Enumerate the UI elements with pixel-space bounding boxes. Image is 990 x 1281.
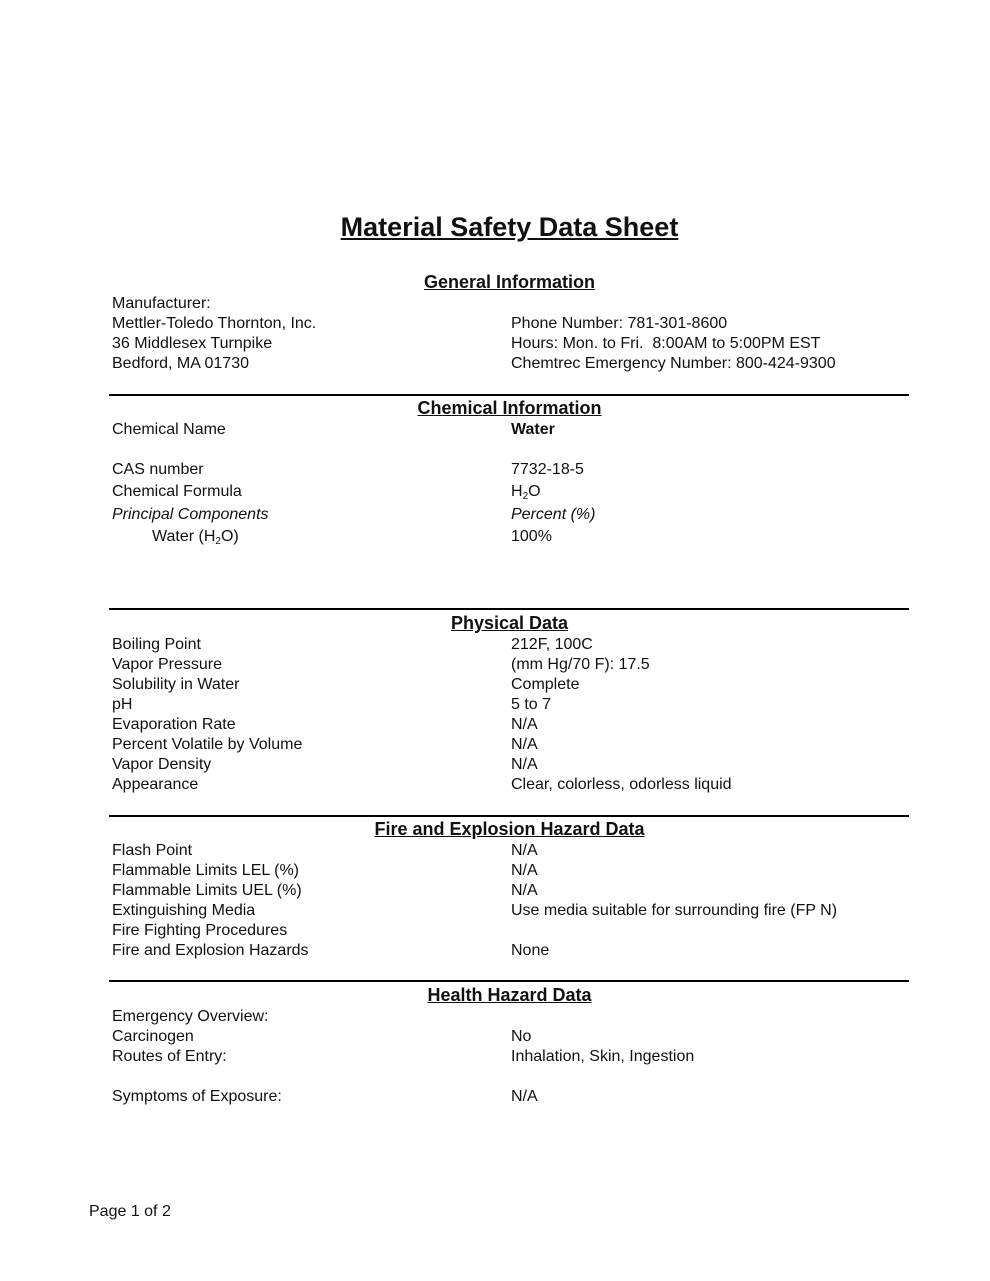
- physical-row-value: Clear, colorless, odorless liquid: [511, 776, 732, 793]
- carcinogen-label: Carcinogen: [112, 1028, 194, 1045]
- cas-number-label: CAS number: [112, 461, 204, 478]
- carcinogen-value: No: [511, 1028, 532, 1045]
- physical-row-value: (mm Hg/70 F): 17.5: [511, 656, 650, 673]
- fire-row-label: Flash Point: [112, 842, 193, 859]
- physical-row-label: Appearance: [112, 776, 199, 793]
- chemical-formula-label: Chemical Formula: [112, 483, 242, 500]
- fire-row-label: Fire Fighting Procedures: [112, 922, 288, 939]
- component-name: Water $(H_2O)$: [152, 528, 239, 547]
- manufacturer-street: 36 Middlesex Turnpike: [112, 335, 273, 352]
- fire-row-label: Fire and Explosion Hazards: [112, 942, 309, 959]
- component-percent: 100%: [511, 528, 552, 545]
- symptoms-label: Symptoms of Exposure:: [112, 1088, 282, 1105]
- divider: [109, 980, 909, 982]
- chemical-name-value: Water: [511, 421, 555, 438]
- page-number: Page 1 of 2: [89, 1203, 171, 1220]
- divider: [109, 815, 909, 817]
- physical-row-value: N/A: [511, 736, 538, 753]
- manufacturer-city: Bedford, MA 01730: [112, 355, 249, 372]
- section-heading-chemical: Chemical Information: [417, 398, 602, 418]
- fire-row-value: N/A: [511, 842, 538, 859]
- physical-row-label: Vapor Density: [112, 756, 212, 773]
- physical-row-label: Vapor Pressure: [112, 656, 222, 673]
- section-heading-fire: Fire and Explosion Hazard Data: [374, 819, 645, 839]
- office-hours: Hours: Mon. to Fri. 8:00AM to 5:00PM EST: [511, 335, 821, 352]
- routes-of-entry-value: Inhalation, Skin, Ingestion: [511, 1048, 695, 1065]
- physical-row-label: Evaporation Rate: [112, 716, 236, 733]
- document-title: Material Safety Data Sheet: [340, 212, 679, 242]
- divider: [109, 608, 909, 610]
- physical-row-value: 5 to 7: [511, 696, 552, 713]
- section-heading-health: Health Hazard Data: [427, 985, 592, 1005]
- fire-row-value: N/A: [511, 882, 538, 899]
- principal-components-label: Principal Components: [112, 506, 269, 523]
- physical-row-value: 212F, 100C: [511, 636, 593, 653]
- chemical-name-label: Chemical Name: [112, 421, 226, 438]
- percent-label: Percent (%): [511, 506, 596, 523]
- routes-of-entry-label: Routes of Entry:: [112, 1048, 227, 1065]
- physical-row-label: pH: [112, 696, 133, 713]
- physical-row-label: Boiling Point: [112, 636, 201, 653]
- chemical-formula-value: $H_2O$: [511, 483, 541, 502]
- chemtrec-number: Chemtrec Emergency Number: 800-424-9300: [511, 355, 836, 372]
- physical-row-value: N/A: [511, 716, 538, 733]
- symptoms-value: N/A: [511, 1088, 538, 1105]
- manufacturer-label: Manufacturer:: [112, 295, 211, 312]
- fire-row-label: Flammable Limits UEL (%): [112, 882, 302, 899]
- divider: [109, 394, 909, 396]
- physical-row-value: Complete: [511, 676, 580, 693]
- physical-row-label: Solubility in Water: [112, 676, 240, 693]
- fire-row-value: N/A: [511, 862, 538, 879]
- physical-row-label: Percent Volatile by Volume: [112, 736, 303, 753]
- fire-row-value: None: [511, 942, 550, 959]
- manufacturer-company: Mettler-Toledo Thornton, Inc.: [112, 315, 317, 332]
- section-heading-physical: Physical Data: [450, 613, 569, 633]
- fire-row-label: Extinguishing Media: [112, 902, 256, 919]
- fire-row-label: Flammable Limits LEL (%): [112, 862, 300, 879]
- physical-row-value: N/A: [511, 756, 538, 773]
- emergency-overview-label: Emergency Overview:: [112, 1008, 269, 1025]
- section-heading-general: General Information: [423, 272, 596, 292]
- cas-number-value: 7732-18-5: [511, 461, 584, 478]
- fire-row-value: Use media suitable for surrounding fire (FP N): [511, 902, 838, 919]
- phone-number: Phone Number: 781-301-8600: [511, 315, 728, 332]
